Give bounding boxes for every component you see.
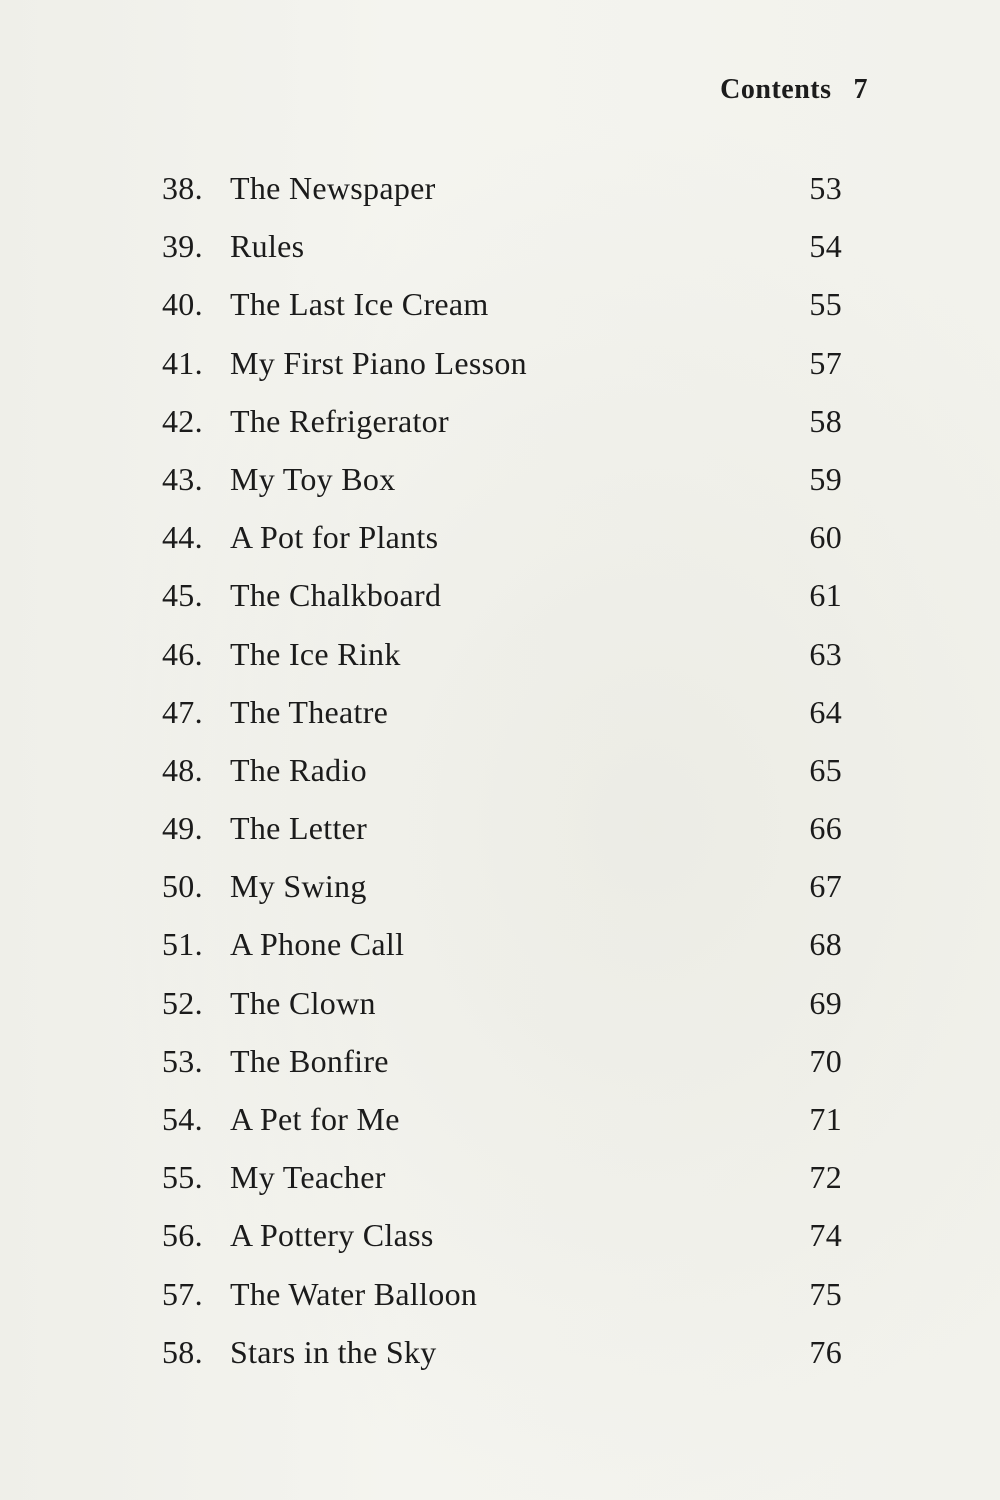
toc-entry-page: 68 [809,926,842,963]
toc-entry-page: 67 [809,868,842,905]
toc-entry-title: The Refrigerator [230,402,449,439]
toc-entry-page: 54 [809,228,842,265]
toc-entry-title: A Phone Call [230,926,405,963]
toc-entry [162,461,842,519]
toc-entry-page: 75 [809,1275,842,1312]
toc-entry-number: 38. [162,170,203,206]
toc-entry [162,752,842,810]
toc-entry-number: 42. [162,402,203,439]
toc-entry [162,694,842,752]
toc-entry-number: 51. [162,926,203,963]
toc-entry [162,1334,842,1392]
toc-entry-number: 47. [162,693,203,730]
toc-entry-page: 57 [809,344,842,381]
toc-entry-title: My Toy Box [230,460,396,497]
toc-entry-number: 43. [162,460,203,497]
running-head-title: Contents [720,74,832,105]
toc-entry-title: The Clown [230,984,376,1021]
toc-entry [162,170,842,228]
running-head-page-number: 7 [853,74,868,105]
table-of-contents [162,170,842,1392]
toc-entry [162,636,842,694]
toc-entry [162,926,842,984]
toc-entry-title: A Pottery Class [230,1217,434,1254]
toc-entry-title: The Newspaper [230,170,436,206]
toc-entry-page: 55 [809,286,842,323]
toc-entry [162,519,842,577]
toc-entry-title: A Pet for Me [230,1101,400,1137]
toc-entry [162,228,842,286]
toc-entry [162,1043,842,1101]
toc-entry [162,985,842,1043]
toc-entry-page: 74 [809,1217,842,1254]
toc-entry-number: 39. [162,228,203,265]
toc-entry-title: The Water Balloon [230,1275,478,1312]
toc-entry [162,1101,842,1159]
toc-entry-page: 53 [809,170,842,206]
toc-entry-title: Stars in the Sky [230,1333,437,1370]
toc-entry-page: 63 [809,635,842,672]
toc-entry [162,1159,842,1217]
toc-entry-number: 45. [162,577,203,614]
toc-entry-page: 58 [809,402,842,439]
toc-entry-title: The Last Ice Cream [230,286,489,323]
toc-entry-title: The Theatre [230,693,389,730]
toc-entry-number: 48. [162,751,203,788]
toc-entry-title: A Pot for Plants [230,519,439,556]
toc-entry-title: The Letter [230,810,368,847]
toc-entry-page: 59 [809,460,842,497]
toc-entry-number: 57. [162,1275,203,1312]
toc-entry-number: 50. [162,868,203,905]
toc-entry [162,810,842,868]
toc-entry-title: My Teacher [230,1159,386,1196]
toc-entry-page: 70 [809,1042,842,1079]
toc-entry-number: 46. [162,635,203,672]
toc-entry [162,1276,842,1334]
toc-entry-number: 49. [162,810,203,847]
toc-entry-title: My First Piano Lesson [230,344,527,381]
toc-entry-number: 56. [162,1217,203,1254]
toc-entry-title: Rules [230,228,305,265]
toc-entry-number: 52. [162,984,203,1021]
toc-entry-title: My Swing [230,868,367,905]
toc-entry-page: 64 [809,693,842,730]
toc-entry-number: 55. [162,1159,203,1196]
toc-entry [162,286,842,344]
toc-entry-page: 65 [809,751,842,788]
toc-entry-page: 66 [809,810,842,847]
toc-entry-page: 60 [809,519,842,556]
toc-entry [162,1217,842,1275]
toc-entry-title: The Bonfire [230,1042,389,1079]
toc-entry [162,403,842,461]
toc-entry-number: 58. [162,1333,203,1370]
toc-entry-number: 41. [162,344,203,381]
toc-entry-page: 61 [809,577,842,614]
toc-entry-title: The Radio [230,751,367,788]
toc-entry [162,868,842,926]
running-head [720,74,868,106]
toc-entry [162,345,842,403]
toc-entry-page: 69 [809,984,842,1021]
toc-entry-number: 54. [162,1101,203,1137]
toc-entry-number: 44. [162,519,203,556]
toc-entry-number: 53. [162,1042,203,1079]
toc-entry [162,577,842,635]
toc-entry-title: The Chalkboard [230,577,442,614]
toc-entry-number: 40. [162,286,203,323]
toc-entry-page: 76 [809,1333,842,1370]
toc-entry-title: The Ice Rink [230,635,401,672]
toc-entry-page: 71 [809,1101,842,1137]
toc-entry-page: 72 [809,1159,842,1196]
